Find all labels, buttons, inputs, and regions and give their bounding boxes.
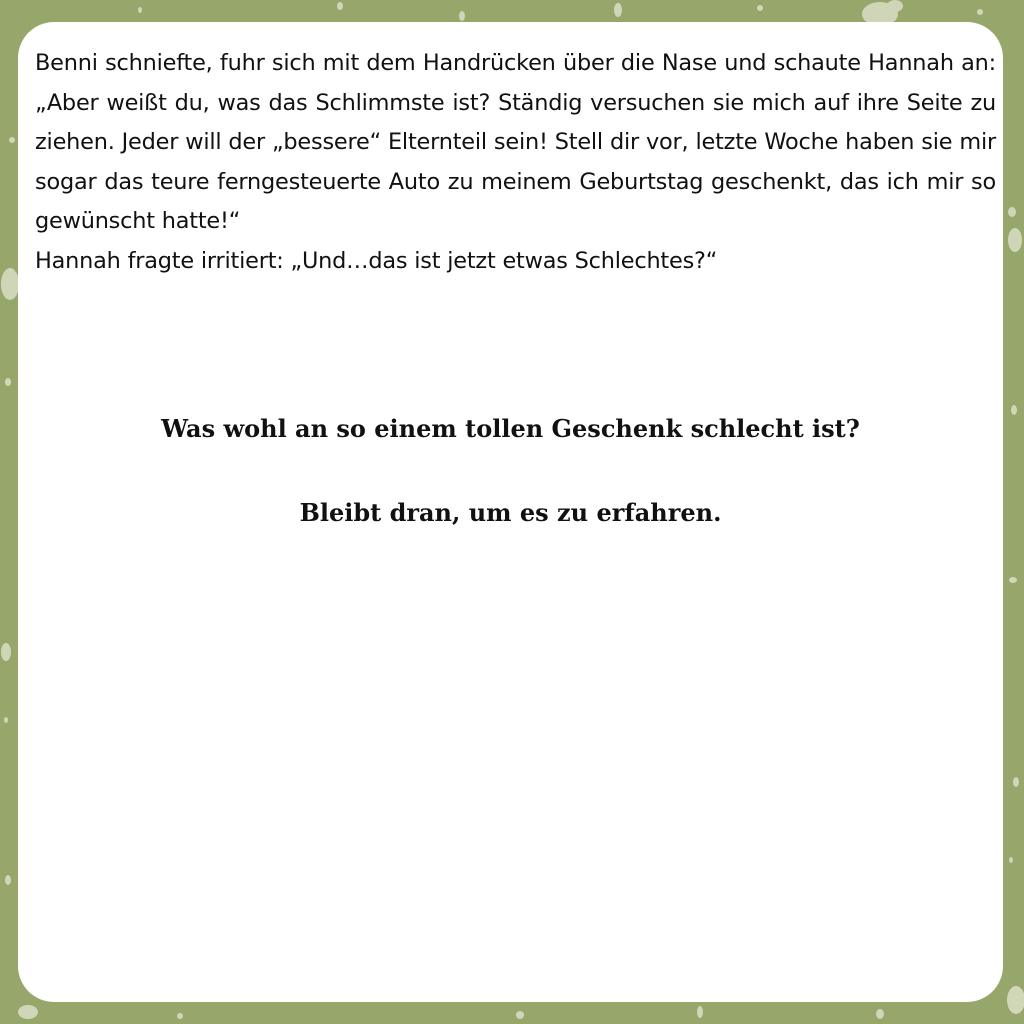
story-paragraph-1: Benni schniefte, fuhr sich mit dem Handrücken über die Nase und schaute Hannah an: „Aber weißt du, was das Schlimmste ist? Ständig versuchen sie mich auf ihre Seite zu ziehen. Jeder will der „bessere“ Elternteil sein! Stell dir vor, letzte Woche haben sie mir sogar das teure ferngesteuerte Auto zu meinem Geburtstag geschenkt, das ich mir so gewünscht hatte!“ bbox=[35, 50, 996, 235]
story-text bbox=[35, 44, 996, 282]
story-paragraph-2: Hannah fragte irritiert: „Und…das ist jetzt etwas Schlechtes?“ bbox=[35, 247, 718, 274]
teaser-question: Was wohl an so einem tollen Geschenk schlecht ist? bbox=[161, 414, 860, 443]
story-card bbox=[18, 22, 1003, 1002]
teaser-cta: Bleibt dran, um es zu erfahren. bbox=[299, 498, 722, 527]
